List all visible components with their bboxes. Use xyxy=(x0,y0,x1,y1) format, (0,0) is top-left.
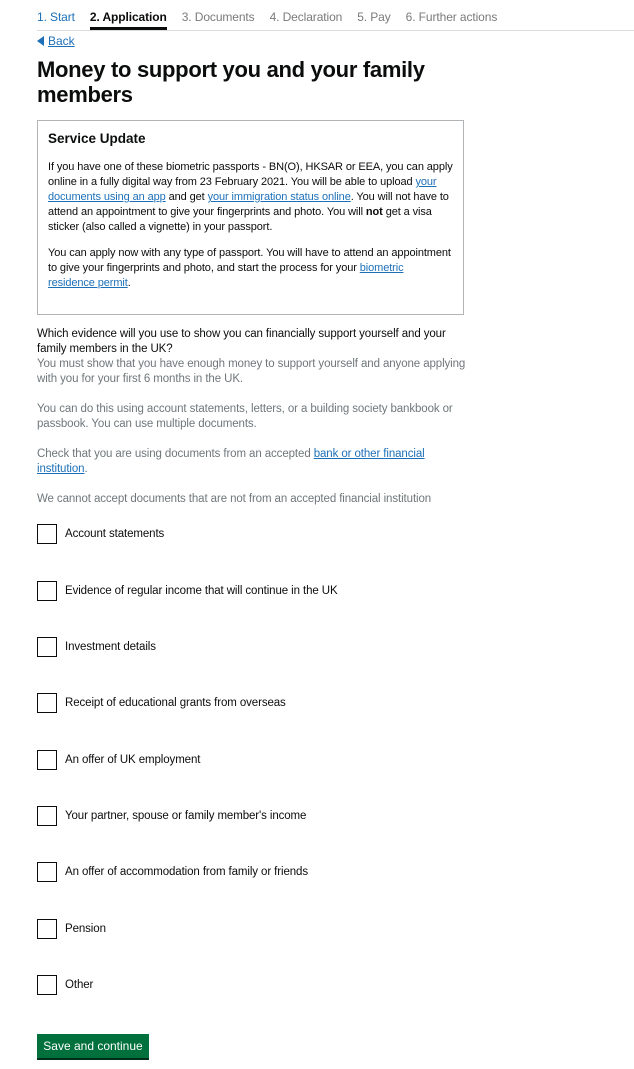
hint-accepted-institution xyxy=(37,447,467,477)
service-update-panel xyxy=(37,120,464,315)
checkbox-educational-grants[interactable] xyxy=(37,693,286,713)
checkbox-uk-employment[interactable] xyxy=(37,750,200,770)
checkbox-label[interactable]: Receipt of educational grants from overseas xyxy=(65,697,286,709)
checkbox-label[interactable]: Evidence of regular income that will continue in the UK xyxy=(65,585,338,597)
checkbox-label[interactable]: Your partner, spouse or family member's income xyxy=(65,810,307,822)
text-segment: You can apply now with any type of passport. You will have to attend an appointment to give your fingerprints and photo, and start the process for your xyxy=(48,247,451,274)
text-segment: If you have one of these biometric passports - BN(O), HKSAR or EEA, you can apply online in a fully digital way from 23 February 2021. You will be able to upload xyxy=(48,161,453,188)
checkbox-box[interactable] xyxy=(37,975,57,995)
text-segment: and get xyxy=(165,191,208,203)
text-segment: . xyxy=(127,277,131,289)
immigration-status-link[interactable]: your immigration status online xyxy=(207,191,351,203)
checkbox-regular-income[interactable] xyxy=(37,581,338,601)
page-title: Money to support you and your family members xyxy=(37,57,425,107)
hint-block-2 xyxy=(37,402,467,432)
checkbox-box[interactable] xyxy=(37,806,57,826)
checkbox-partner-income[interactable] xyxy=(37,806,306,826)
checkbox-other[interactable] xyxy=(37,975,93,995)
checkbox-accommodation-offer[interactable] xyxy=(37,862,308,882)
checkbox-box[interactable] xyxy=(37,750,57,770)
back-link[interactable] xyxy=(37,33,75,49)
step-documents: 3. Documents xyxy=(181,10,255,24)
back-link-label: Back xyxy=(48,34,75,48)
step-declaration: 4. Declaration xyxy=(269,10,343,24)
checkbox-label[interactable]: An offer of UK employment xyxy=(65,754,201,766)
hint-not-accepted: We cannot accept documents that are not from an accepted financial institution xyxy=(37,493,432,505)
checkbox-box[interactable] xyxy=(37,919,57,939)
service-update-paragraph-1 xyxy=(48,160,453,235)
checkbox-box[interactable] xyxy=(37,637,57,657)
question-label: Which evidence will you use to show you can financially support yourself and your family members in the UK? xyxy=(37,328,446,355)
step-navigation xyxy=(37,8,634,31)
checkbox-label[interactable]: Pension xyxy=(65,923,106,935)
step-application[interactable]: 2. Application xyxy=(90,8,167,30)
checkbox-pension[interactable] xyxy=(37,919,106,939)
service-update-paragraph-2 xyxy=(48,246,453,291)
checkbox-box[interactable] xyxy=(37,581,57,601)
documents-app-link[interactable]: your documents using an app xyxy=(48,176,437,203)
text-segment: get a visa sticker (also called a vignette) in your passport. xyxy=(48,206,432,233)
checkbox-box[interactable] xyxy=(37,862,57,882)
checkbox-label[interactable]: Account statements xyxy=(65,528,165,540)
hint-document-types: You can do this using account statements, letters, or a building society bankbook or passbook. You can use multiple documents. xyxy=(37,403,453,430)
biometric-residence-permit-link[interactable]: biometric residence permit xyxy=(48,262,404,289)
text-segment: . You will not have to attend an appointment to give your fingerprints and photo. You will xyxy=(48,191,449,218)
checkbox-box[interactable] xyxy=(37,524,57,544)
hint-block-1 xyxy=(37,357,467,387)
checkbox-label[interactable]: An offer of accommodation from family or friends xyxy=(65,866,308,878)
checkbox-label[interactable]: Investment details xyxy=(65,641,156,653)
checkbox-account-statements[interactable] xyxy=(37,524,164,544)
back-arrow-icon xyxy=(37,36,44,46)
text-segment: . xyxy=(84,463,88,475)
service-update-title: Service Update xyxy=(48,131,146,146)
hint-block-4 xyxy=(37,492,467,507)
save-and-continue-button[interactable]: Save and continue xyxy=(37,1034,149,1058)
hint-six-months: You must show that you have enough money to support yourself and anyone applying with you for your first 6 months in the UK. xyxy=(37,358,466,385)
checkbox-label[interactable]: Other xyxy=(65,979,94,991)
step-further-actions: 6. Further actions xyxy=(405,10,498,24)
hint-block-3 xyxy=(37,447,467,477)
financial-institution-link[interactable]: bank or other financial institution xyxy=(37,448,425,475)
step-start[interactable]: 1. Start xyxy=(37,10,75,24)
checkbox-investment-details[interactable] xyxy=(37,637,156,657)
step-pay: 5. Pay xyxy=(357,10,391,24)
text-segment: Check that you are using documents from an accepted xyxy=(37,448,314,460)
emphasis-not: not xyxy=(365,206,383,218)
checkbox-box[interactable] xyxy=(37,693,57,713)
